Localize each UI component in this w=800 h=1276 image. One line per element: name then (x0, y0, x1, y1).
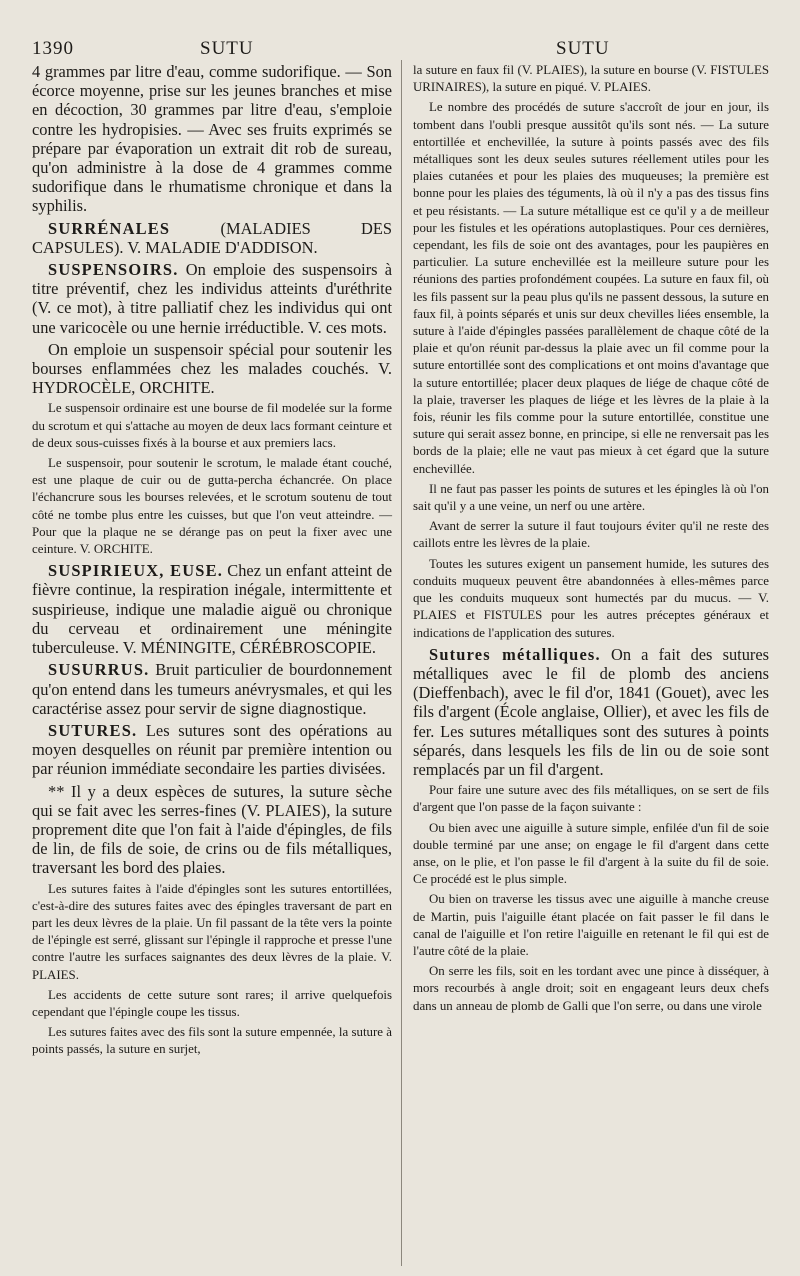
paragraph-text: On emploie des suspensoirs à titre préventif, chez les individus atteints d'uréthrite (V. ce mot), à titre palliatif chez les individus qui ont une varicocèle ou une hernie irréductible. V. ces mots. (32, 260, 392, 337)
paragraph-text: On emploie un suspensoir spécial pour soutenir les bourses enflammées chez les malades couchés. V. HYDROCÈLE, ORCHITE. (32, 339, 392, 398)
paragraph-text: Le suspensoir, pour soutenir le scrotum, le malade étant couché, est une plaque de cuir ou de gutta-percha échancrée. On place l'échancrure sous les bourses relevées, et le scrotum soutenu de tout côté ne tombe plus entre les cuisses, but que l'on veut atteindre. — Pour que la plaque ne se dérange pas on peut la fixer avec une ceinture. V. ORCHITE. (32, 456, 392, 557)
paragraph-text: Il ne faut pas passer les points de sutures et les épingles là où l'on sait qu'il y a une veine, un nerf ou une artère. (413, 481, 769, 514)
paragraph (413, 891, 769, 960)
entry-headword: SUSPENSOIRS. (48, 260, 179, 280)
paragraph-text: Pour faire une suture avec des fils métalliques, on se sert de fils d'argent que l'on passe de la façon suivante : (413, 783, 769, 815)
left-running-head: SUTU (200, 38, 254, 59)
right-running-head: SUTU (556, 38, 610, 59)
paragraph-text: 4 grammes par litre d'eau, comme sudorifique. — Son écorce moyenne, prise sur les jeunes branches et mise en décoction, 30 grammes par litre d'eau, s'emploie contre les hydropisies. — Avec ses fruits exprimés se prépare par évaporation un extrait dit rob de sureau, qu'on administre à la dose de 4 grammes comme sudorifique dans le rhumatisme chronique et dans la syphilis. (32, 62, 392, 216)
paragraph (32, 721, 392, 779)
paragraph (32, 660, 392, 718)
paragraph-text: Chez un enfant atteint de fièvre continue, la respiration inégale, intermittente et suspirieuse, indique une maladie aiguë ou chronique du cerveau et ordinairement une méningite tuberculeuse. V. MÉNINGITE, CÉRÉBROSCOPIE. (32, 561, 392, 658)
paragraph-text: On serre les fils, soit en les tordant avec une pince à disséquer, à mors recourbés à angle droit; soit en engageant leurs deux chefs dans un anneau de plomb de Galli que l'on serre, ou dans une virole (413, 964, 769, 1013)
paragraph-text: On a fait des sutures métalliques avec le fil de plomb des anciens (Dieffenbach), avec le fil d'or, 1841 (Gouet), avec les fils d'argent (École anglaise, Ollier), et avec les fils de fer. Les sutures métalliques sont des sutures à points séparés, dans lesquels les fils de lin ou de soie sont remplacés par un fil d'argent. (413, 644, 770, 779)
running-header (0, 30, 800, 60)
paragraph-text: Les sutures faites à l'aide d'épingles sont les sutures entortillées, c'est-à-dire des sutures faites avec des épingles traversant de part en part les deux lèvres de la plaie. Un fil passant de la tête vers la pointe de l'épingle est serré, glissant sur l'épingle il rapproche et presse l'une contre l'autre les surfaces saignantes des deux lèvres de la plaie. V. PLAIES. (32, 881, 392, 982)
column-divider (401, 60, 402, 1266)
paragraph-text: la suture en faux fil (V. PLAIES), la suture en bourse (V. FISTULES URINAIRES), la suture en piqué. V. PLAIES. (413, 63, 769, 95)
paragraph (32, 260, 392, 337)
paragraph-text: Avant de serrer la suture il faut toujours éviter qu'il ne reste des caillots entre les lèvres de la plaie. (413, 519, 769, 551)
paragraph (32, 987, 392, 1021)
paragraph (32, 881, 392, 984)
paragraph (413, 556, 769, 642)
paragraph (32, 782, 392, 878)
entry-headword: SUTURES. (48, 720, 138, 740)
paragraph (413, 820, 769, 889)
paragraph (413, 481, 769, 515)
paragraph (32, 455, 392, 558)
entry-headword: SUSPIRIEUX, EUSE. (48, 561, 223, 581)
paragraph (32, 62, 392, 216)
paragraph-text: Le nombre des procédés de suture s'accroît de jour en jour, ils tombent dans l'oubli presque aussitôt qu'ils sont nés. — La suture entortillée et enchevillée, la suture à points passés avec des fils métalliques sont les deux seules sutures réellement utiles pour les plaies cutanées et pour les plaies des muqueuses; la première est bonne pour les plaies des téguments, là où il n'y a pas des tissus fins et peu résistants. — La suture métallique est ce qu'il y a de meilleur pour les fistules et les opérations autoplastiques. Pour ces dernières, cependant, les fils de soie ont des avantages, pour les paupières en particulier. La suture enchevillée est la meilleure suture pour les réunions des parties profondément coupées. La suture en faux fil, où les fils passent sur la peau plus qu'ils ne passent dessous, la suture en faux fil, à points séparés et unis sur deux chevilles liées ensemble, la suture à l'aide d'épingles passées parallèlement de chaque côté de la plaie et qu'on réunit par-dessus la plaie avec un fil comme pour la suture entortillée sont des complications et ont moins d'avantage que la suture entortillée; placer deux plaques de liége de chaque côté de la plaie, traverser les plaques de liége et les lèvres de la plaie à la fois, réunir les fils comme pour la suture entortillée, constitue une suture qui serait assez bonne, en principe, si elle ne renversait pas les bords de la plaie; elle ne vaut pas mieux à cet égard que la suture enchevillée. (413, 100, 769, 476)
paragraph (32, 561, 392, 657)
paragraph (32, 219, 392, 257)
paragraph-text: (MALADIES DES CAPSULES). V. MALADIE D'ADDISON. (32, 218, 392, 257)
paragraph (413, 99, 769, 477)
paragraph (32, 340, 392, 398)
entry-headword: SURRÉNALES (48, 218, 171, 238)
paragraph-text: Les accidents de cette suture sont rares; il arrive quelquefois cependant que l'épingle coupe les tissus. (32, 987, 392, 1019)
paragraph (413, 645, 769, 779)
entry-headword: Sutures métalliques. (429, 644, 601, 664)
paragraph-text: Le suspensoir ordinaire est une bourse de fil modelée sur la forme du scrotum et qui s'attache au moyen de deux lacs formant ceinture et de deux sous-cuisses fixés à la bourse et aux premiers lacs. (32, 401, 392, 450)
paragraph-text: Ou bien on traverse les tissus avec une aiguille à manche creuse de Martin, puis l'aiguille étant placée on fait passer le fil dans le canal de l'aiguille et l'on retire l'aiguille en retenant le fil qui est de l'autre côté de la plaie. (413, 892, 769, 958)
entry-headword: SUSURRUS. (48, 660, 150, 680)
paragraph-text: Ou bien avec une aiguille à suture simple, enfilée d'un fil de soie double terminé par une anse; on engage le fil d'argent dans cette anse, on le plie, et l'on passe le fil d'argent à la suite du fil de soie. Ce procédé est le plus simple. (413, 820, 769, 887)
paragraph (413, 782, 769, 816)
paragraph (32, 400, 392, 452)
paragraph-text: Bruit particulier de bourdonnement qu'on entend dans les tumeurs anévrysmales, et qui les caractérise assez pour servir de signe diagnostique. (32, 660, 392, 718)
paragraph-text: Les sutures faites avec des fils sont la suture empennée, la suture à points passés, la suture en surjet, (32, 1025, 392, 1057)
paragraph (413, 963, 769, 1015)
paragraph (32, 1024, 392, 1058)
right-column (413, 62, 769, 1015)
paragraph-text: Toutes les sutures exigent un pansement humide, les sutures des conduits muqueux peuvent être abandonnées à elles-mêmes parce que les conduits muqueux sont humectés par du mucus. — V. PLAIES et FISTULES pour les autres préceptes généraux et indications de l'application des sutures. (413, 556, 769, 640)
paragraph (413, 62, 769, 96)
paragraph-text: Les sutures sont des opérations au moyen desquelles on réunit par première intention ou par réunion immédiate secondaire les parties divisées. (32, 720, 392, 779)
paragraph (413, 518, 769, 552)
left-column (32, 62, 392, 1059)
paragraph-text: ** Il y a deux espèces de sutures, la suture sèche qui se fait avec les serres-fines (V. PLAIES), la suture proprement dite que l'on fait à l'aide d'épingles, de fils de lin, de fils de soie, de crins ou de fils métalliques, traversant les bord des plaies. (32, 781, 392, 878)
page-number: 1390 (32, 38, 74, 59)
